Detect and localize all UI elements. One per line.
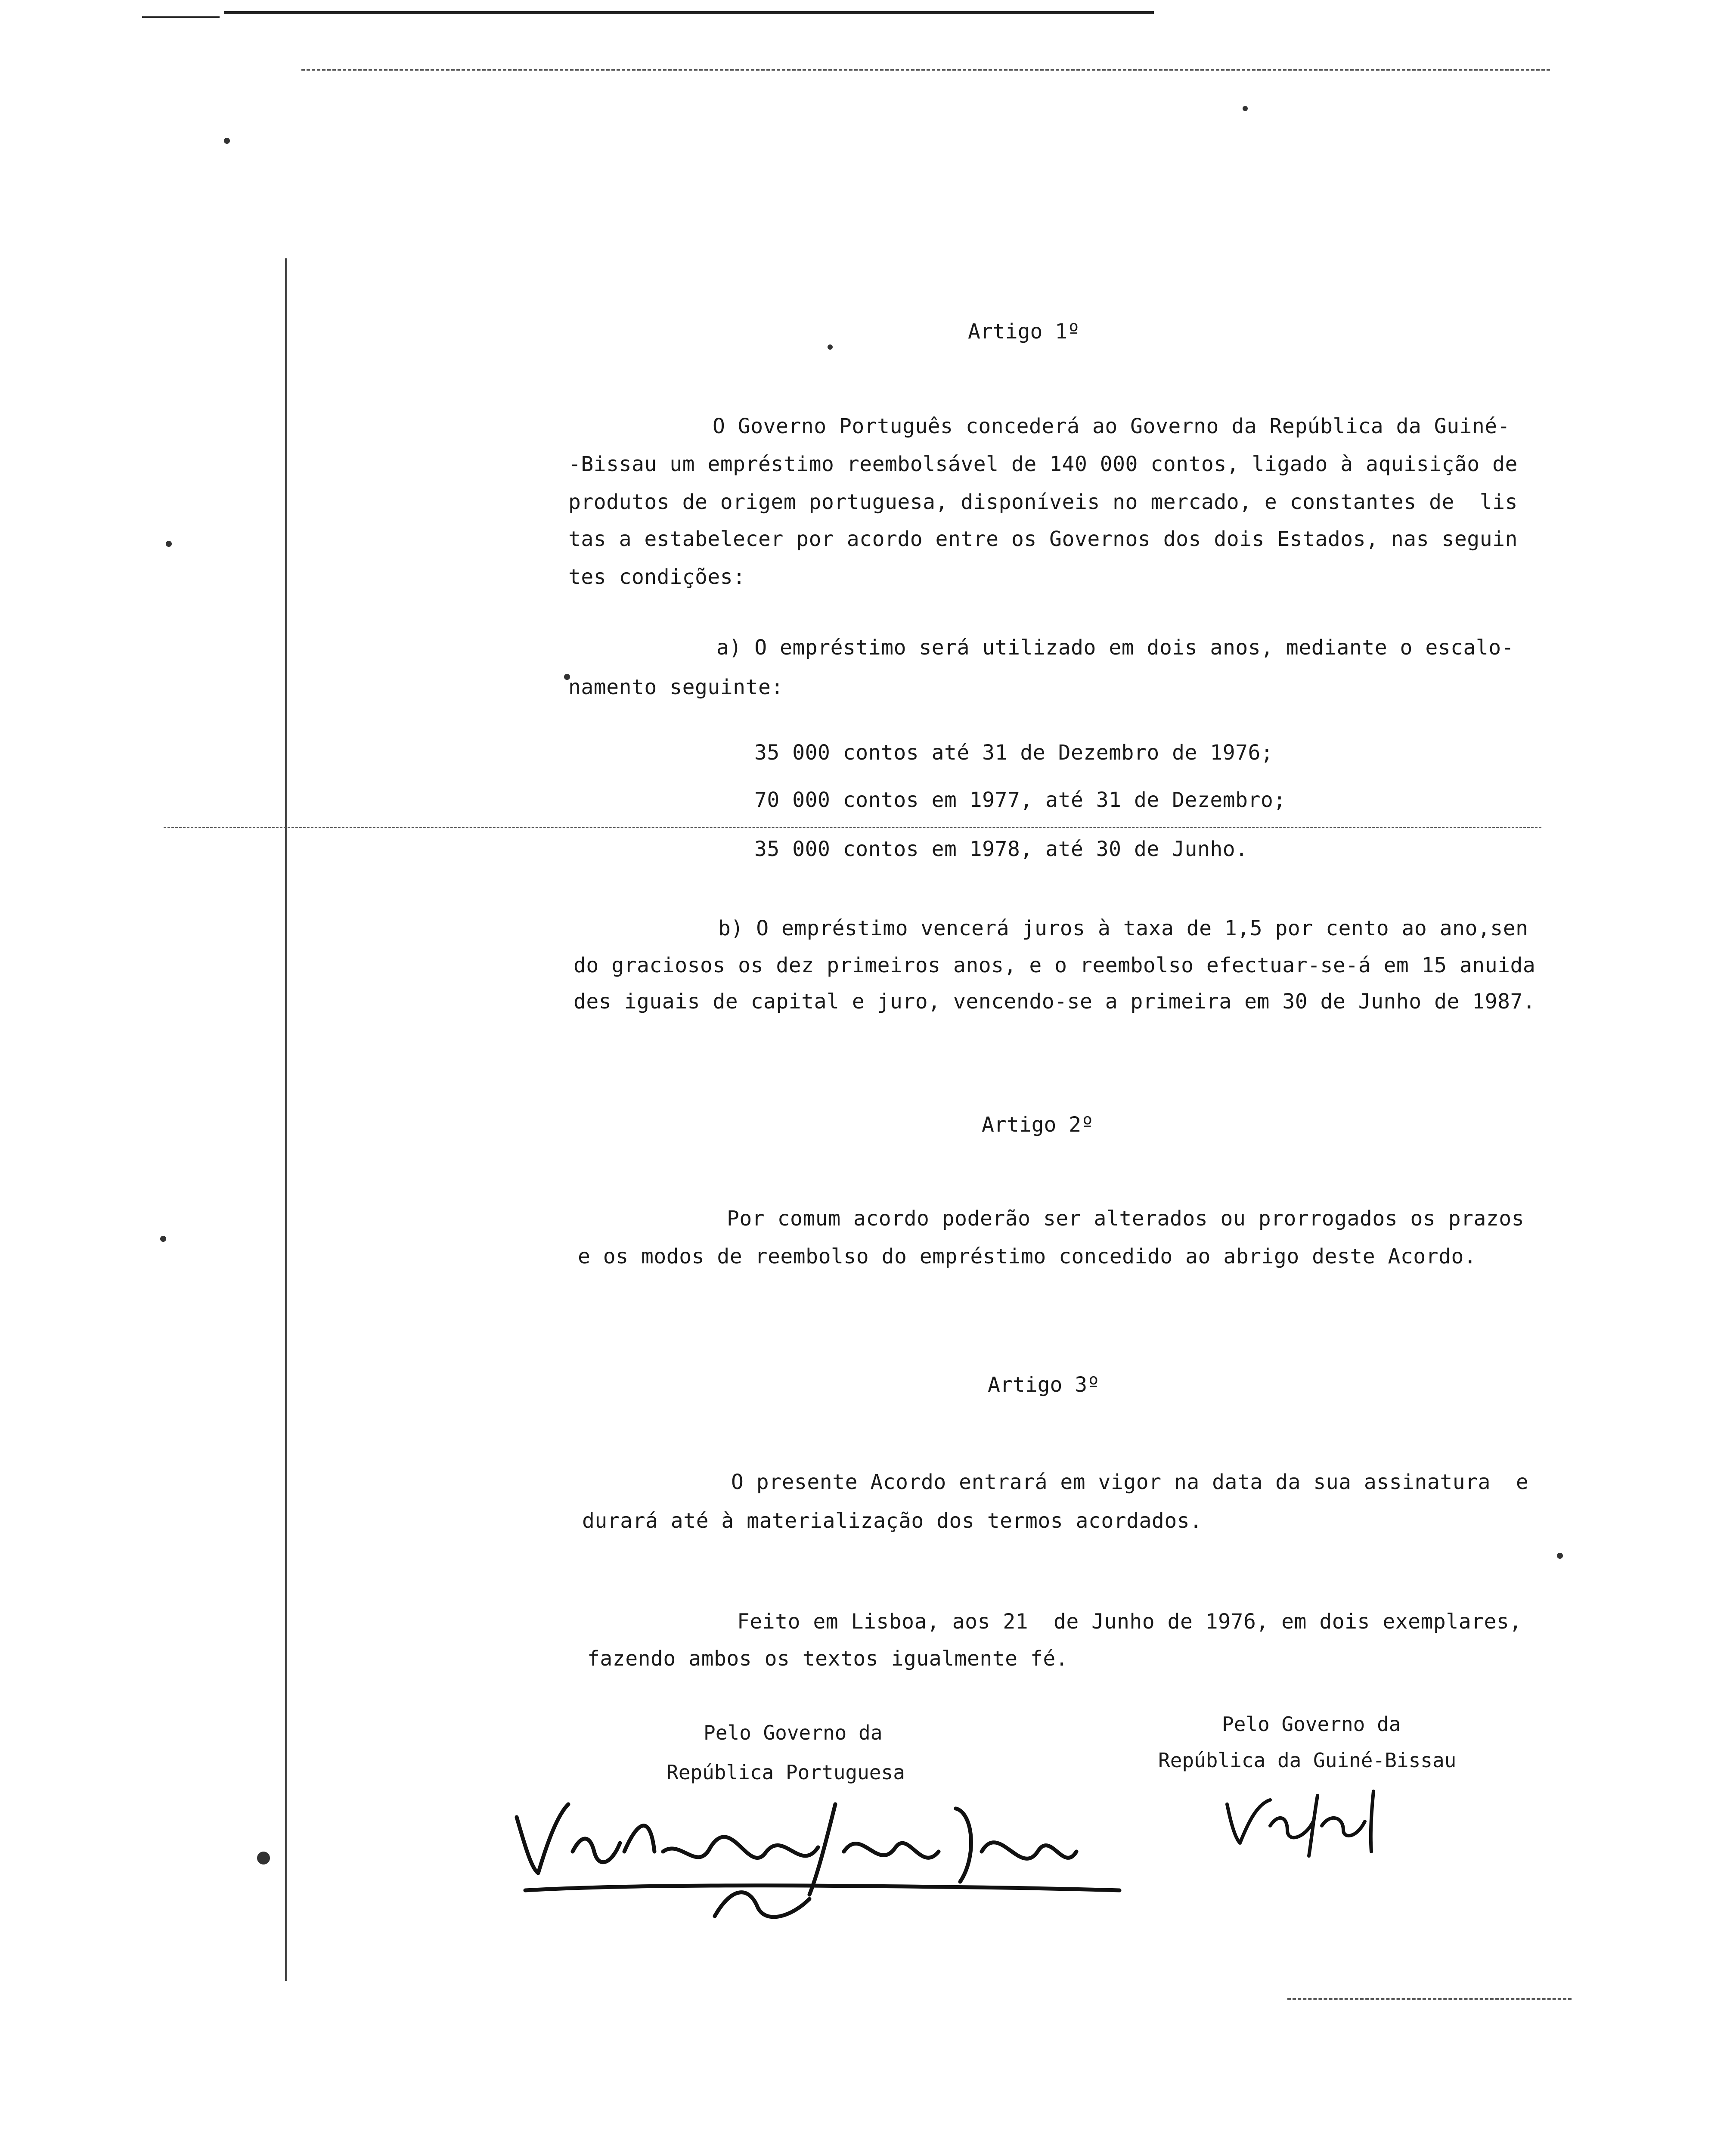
article-1-line: -Bissau um empréstimo reembolsável de 140 000 contos, ligado à aquisição de — [568, 452, 1518, 476]
signatory-guinea-bissau-line: República da Guiné-Bissau — [1158, 1749, 1457, 1772]
article-1-line: produtos de origem portuguesa, disponíveis no mercado, e constantes de lis — [568, 490, 1518, 514]
scan-left-margin-line — [285, 258, 287, 1981]
article-3-line: durará até à materialização dos termos acordados. — [582, 1509, 1203, 1533]
scan-top-dash — [301, 69, 1550, 71]
scan-speck — [828, 344, 833, 350]
scan-mid-dash — [164, 827, 1541, 828]
article-1-heading: Artigo 1º — [968, 320, 1080, 344]
item-b-line: des iguais de capital e juro, vencendo-se a primeira em 30 de Junho de 1987. — [574, 990, 1536, 1014]
article-1-line: tes condições: — [568, 565, 746, 589]
scan-top-rule — [224, 11, 1154, 14]
item-b-line: do graciosos os dez primeiros anos, e o reembolso efectuar-se-á em 15 anuida — [574, 953, 1536, 977]
guinea-bissau-signature — [1223, 1787, 1386, 1864]
article-2-line: Por comum acordo poderão ser alterados ou prorrogados os prazos — [727, 1207, 1525, 1231]
item-a-line: namento seguinte: — [568, 675, 784, 699]
scan-speck — [257, 1852, 270, 1864]
article-1-line: O Governo Português concederá ao Governo da República da Guiné- — [713, 414, 1510, 438]
signatory-portugal-line: República Portuguesa — [666, 1761, 905, 1784]
scan-speck — [166, 541, 172, 547]
portugal-signature — [508, 1787, 1137, 1929]
schedule-line: 70 000 contos em 1977, até 31 de Dezembro; — [754, 788, 1286, 812]
article-1-line: tas a estabelecer por acordo entre os Governos dos dois Estados, nas seguin — [568, 527, 1518, 551]
scan-bottom-dash — [1287, 1998, 1572, 2000]
schedule-line: 35 000 contos até 31 de Dezembro de 1976; — [754, 741, 1274, 765]
closing-line: Feito em Lisboa, aos 21 de Junho de 1976, em dois exemplares, — [737, 1610, 1522, 1634]
item-a-line: a) O empréstimo será utilizado em dois anos, mediante o escalo- — [716, 636, 1514, 660]
schedule-line: 35 000 contos em 1978, até 30 de Junho. — [754, 837, 1248, 861]
signatory-portugal-line: Pelo Governo da — [704, 1721, 883, 1744]
article-2-line: e os modos de reembolso do empréstimo concedido ao abrigo deste Acordo. — [578, 1244, 1477, 1269]
article-3-line: O presente Acordo entrará em vigor na data da sua assinatura e — [731, 1470, 1529, 1494]
item-b-line: b) O empréstimo vencerá juros à taxa de 1,5 por cento ao ano,sen — [718, 916, 1528, 940]
article-3-heading: Artigo 3º — [988, 1373, 1100, 1397]
signatory-guinea-bissau-line: Pelo Governo da — [1222, 1712, 1401, 1736]
scan-speck — [160, 1236, 166, 1242]
scan-speck — [1557, 1553, 1563, 1559]
article-2-heading: Artigo 2º — [982, 1113, 1094, 1137]
scan-speck — [1243, 106, 1248, 111]
closing-line: fazendo ambos os textos igualmente fé. — [587, 1647, 1069, 1671]
scan-speck — [224, 138, 230, 144]
scan-top-rule-left — [142, 16, 220, 18]
